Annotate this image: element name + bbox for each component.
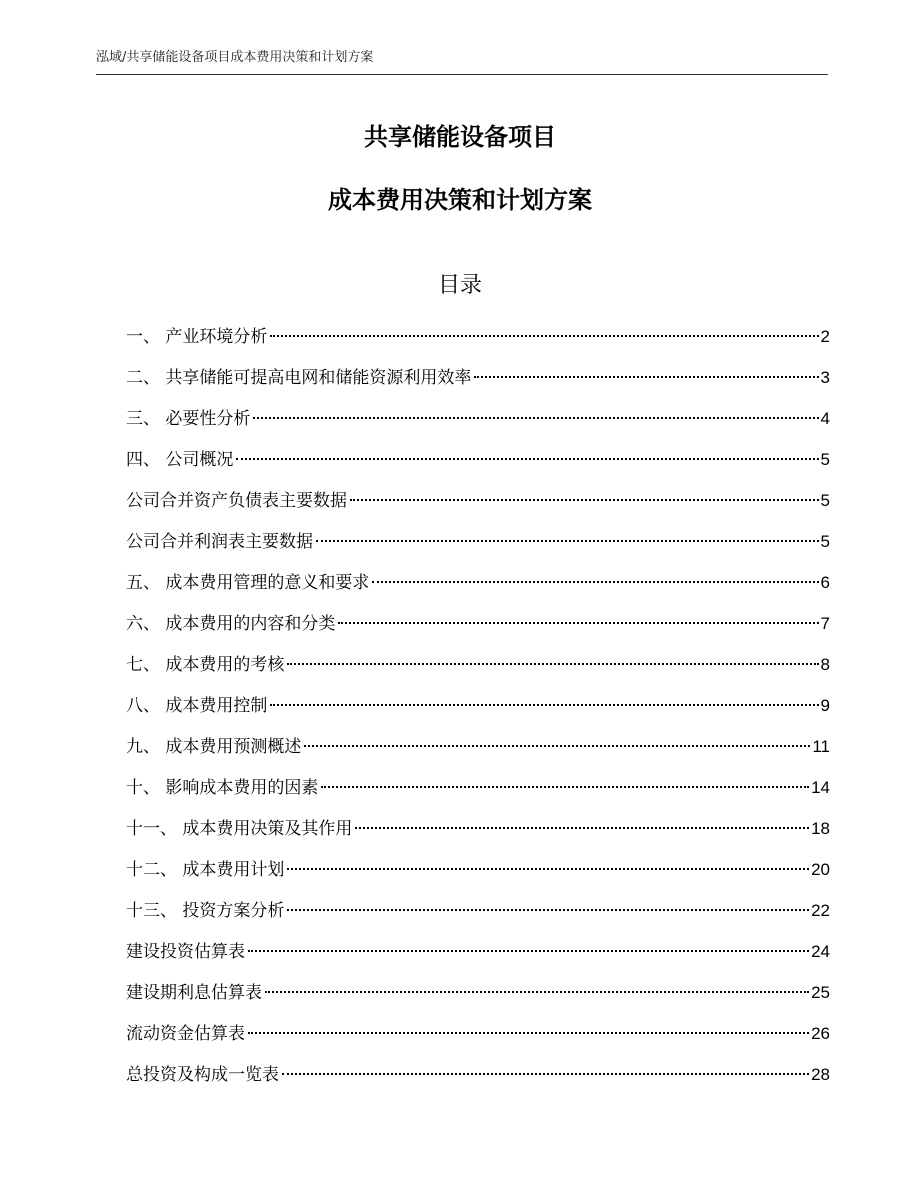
toc-dot-leader [350, 499, 819, 501]
toc-dot-leader [265, 991, 809, 993]
toc-entry-label: 建设期利息估算表 [126, 983, 262, 1003]
document-title: 共享储能设备项目 [364, 123, 556, 151]
document-subtitle: 成本费用决策和计划方案 [328, 186, 592, 214]
toc-entry-page-number: 28 [811, 1065, 830, 1084]
toc-entry-page-number: 8 [820, 655, 830, 674]
toc-entry-label: 五、 成本费用管理的意义和要求 [126, 573, 370, 593]
header-divider [96, 74, 828, 75]
toc-dot-leader [287, 868, 809, 870]
toc-dot-leader [321, 786, 809, 788]
toc-entry-label: 一、 产业环境分析 [126, 327, 268, 347]
toc-entry-label: 七、 成本费用的考核 [126, 655, 285, 675]
toc-entry-page-number: 18 [811, 819, 830, 838]
toc-entry[interactable] [126, 935, 830, 976]
toc-entry[interactable] [126, 1017, 830, 1058]
toc-entry-page-number: 24 [811, 942, 830, 961]
toc-heading: 目录 [437, 273, 482, 298]
toc-entry-page-number: 3 [820, 368, 830, 387]
toc-entry[interactable] [126, 484, 830, 525]
toc-entry-page-number: 9 [820, 696, 830, 715]
toc-entry-page-number: 5 [820, 532, 830, 551]
toc-dot-leader [304, 745, 810, 747]
toc-entry[interactable] [126, 1058, 830, 1099]
toc-entry-page-number: 5 [820, 450, 830, 469]
toc-dot-leader [287, 663, 818, 665]
toc-dot-leader [236, 458, 818, 460]
toc-dot-leader [316, 540, 819, 542]
toc-entry[interactable] [126, 689, 830, 730]
toc-entry-label: 公司合并资产负债表主要数据 [126, 491, 347, 511]
toc-entry-page-number: 2 [820, 327, 830, 346]
toc-entry-page-number: 22 [811, 901, 830, 920]
toc-entry-label: 十、 影响成本费用的因素 [126, 778, 319, 798]
toc-entry-page-number: 14 [811, 778, 830, 797]
toc-entry-page-number: 7 [820, 614, 830, 633]
toc-entry-label: 六、 成本费用的内容和分类 [126, 614, 336, 634]
toc-entry-label: 建设投资估算表 [126, 942, 245, 962]
toc-dot-leader [355, 827, 809, 829]
toc-entry[interactable] [126, 648, 830, 689]
toc-entry[interactable] [126, 443, 830, 484]
toc-entry-label: 二、 共享储能可提高电网和储能资源利用效率 [126, 368, 472, 388]
toc-entry-label: 四、 公司概况 [126, 450, 234, 470]
toc-dot-leader [270, 704, 818, 706]
toc-dot-leader [287, 909, 809, 911]
toc-entry[interactable] [126, 525, 830, 566]
toc-entry[interactable] [126, 894, 830, 935]
toc-entry[interactable] [126, 361, 830, 402]
toc-entry-label: 流动资金估算表 [126, 1024, 245, 1044]
toc-entry[interactable] [126, 566, 830, 607]
toc-entry-page-number: 4 [820, 409, 830, 428]
toc-dot-leader [248, 950, 809, 952]
table-of-contents [126, 320, 830, 1099]
toc-entry-label: 十一、 成本费用决策及其作用 [126, 819, 353, 839]
toc-entry-label: 公司合并利润表主要数据 [126, 532, 313, 552]
toc-dot-leader [253, 417, 818, 419]
toc-entry-label: 九、 成本费用预测概述 [126, 737, 302, 757]
toc-entry[interactable] [126, 730, 830, 771]
toc-entry[interactable] [126, 976, 830, 1017]
toc-entry-label: 十三、 投资方案分析 [126, 901, 285, 921]
toc-entry-label: 十二、 成本费用计划 [126, 860, 285, 880]
toc-dot-leader [474, 376, 818, 378]
toc-dot-leader [270, 335, 818, 337]
toc-dot-leader [282, 1073, 809, 1075]
toc-entry-label: 八、 成本费用控制 [126, 696, 268, 716]
toc-entry-page-number: 25 [811, 983, 830, 1002]
page-header: 泓域/共享储能设备项目成本费用决策和计划方案 [96, 50, 374, 65]
toc-entry-page-number: 6 [820, 573, 830, 592]
toc-entry-page-number: 26 [811, 1024, 830, 1043]
toc-entry[interactable] [126, 607, 830, 648]
toc-entry[interactable] [126, 402, 830, 443]
toc-dot-leader [248, 1032, 809, 1034]
toc-entry[interactable] [126, 771, 830, 812]
toc-entry[interactable] [126, 853, 830, 894]
toc-entry-page-number: 5 [820, 491, 830, 510]
toc-entry-label: 总投资及构成一览表 [126, 1065, 279, 1085]
toc-entry-page-number: 20 [811, 860, 830, 879]
toc-dot-leader [338, 622, 818, 624]
toc-entry-label: 三、 必要性分析 [126, 409, 251, 429]
toc-entry-page-number: 11 [812, 737, 830, 756]
toc-entry[interactable] [126, 812, 830, 853]
toc-entry[interactable] [126, 320, 830, 361]
toc-dot-leader [372, 581, 818, 583]
